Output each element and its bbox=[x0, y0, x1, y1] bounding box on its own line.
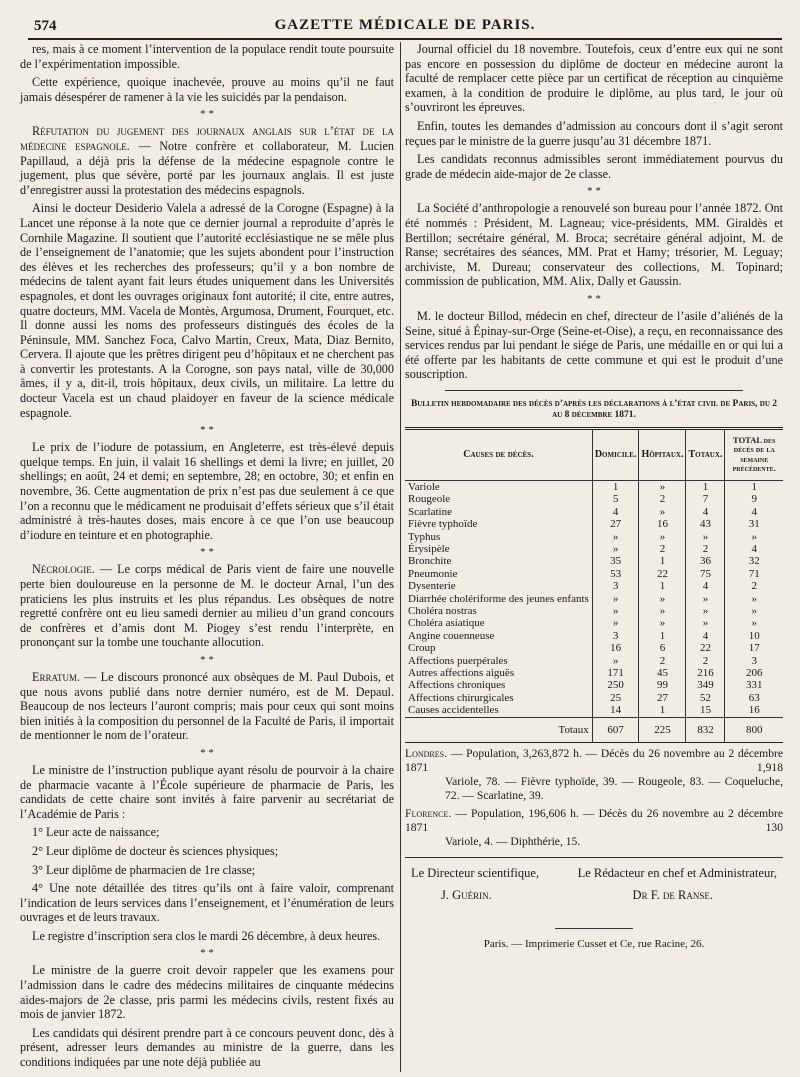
section-heading: Erratum. bbox=[32, 669, 80, 684]
city-name: Florence. bbox=[405, 807, 452, 820]
value-cell: 331 bbox=[725, 679, 783, 691]
stats-line: — Population, 196,606 h. — Décès du 26 novembre au 2 décembre 1871 bbox=[405, 807, 783, 834]
table-row bbox=[405, 692, 783, 704]
paragraph: Ainsi le docteur Desiderio Valela a adressé de la Corogne (Espagne) à la Lancet une réponse à la note que ce dernier journal a reproduite d’après le Cornhile Magazine. Il soutient que l’autorité ecclésiastique ne se mêle plus de l’enseignement de l’anatomie; que les sujets abondent pour l’instruction des élèves et les recherches des professeurs; qu’il y a bon nombre de médecins de talent ayant fait leurs études uniquement dans les Universités espagnoles, et dont les ouvrages originaux font autorité; il cite, entre autres, quatre docteurs, MM. Vacela de Montès, Argumosa, Drument, Fourquet, etc. Il donne aussi les noms des professeurs distingués des écoles de la Péninsule, MM. Sanchez Foca, Calvo Martin, Creux, Mata, Diaz Bernito, Cervera. Il ajoute que les prêtres dirigent peu d’hôpitaux et ne cherchent pas à convertir les protestants. A la Corogne, son pays natal, ville de 30,000 âmes, il y a, dit-il, trois hôpitaux, deux civils, un militaire. La lettre du docteur Vacela est un chaud plaidoyer en faveur de la science médicale espagnole. bbox=[20, 201, 394, 420]
paragraph-body: — Notre confrère et collaborateur, M. Lucien Papillaud, a déjà pris la défense de la médecine espagnole contre le jugement, plus que sévère, porté par les journaux anglais. Il est juste d’enregistrer aussi la protestation des médecins espagnols. bbox=[20, 138, 394, 197]
value-cell: 9 bbox=[725, 493, 783, 505]
value-cell: » bbox=[592, 655, 639, 667]
cause-cell: Choléra asiatique bbox=[408, 617, 485, 630]
page-header bbox=[28, 14, 782, 40]
value-cell: 2 bbox=[639, 493, 686, 505]
table-row bbox=[405, 580, 783, 592]
cause-cell: Causes accidentelles bbox=[408, 704, 499, 717]
paragraph-body: — Le discours prononcé aux obsèques de M. Paul Dubois, et que nous avons publié dans notre dernier numéro, est de M. Depaul. Beaucoup de nos lecteurs l’auront compris; mais pour ceux qui sont moins bien initiés à la composition du personnel de la Faculté de Paris, il importait de mentionner le nom de l’orateur. bbox=[20, 669, 394, 743]
value-cell: 36 bbox=[686, 555, 725, 567]
page-number: 574 bbox=[34, 18, 57, 34]
value-cell: 71 bbox=[725, 568, 783, 580]
section-separator: * * bbox=[200, 653, 214, 666]
value-cell: 206 bbox=[725, 667, 783, 679]
paragraph-necrologie bbox=[20, 562, 394, 650]
value-cell: 53 bbox=[592, 568, 639, 580]
paragraph: Les candidats qui désirent prendre part à ce concours peuvent donc, dès à présent, adresser leurs demandes au ministre de la guerre, dans les conditions indiquées par une note déjà publiée au bbox=[20, 1025, 394, 1070]
value-cell: 63 bbox=[725, 692, 783, 704]
value-cell: » bbox=[725, 617, 783, 629]
paragraph: Le registre d’inscription sera clos le mardi 26 décembre, à deux heures. bbox=[32, 928, 381, 943]
table-row bbox=[405, 531, 783, 543]
cause-cell: Fièvre typhoïde bbox=[408, 518, 478, 531]
cause-cell: Dysenterie bbox=[408, 580, 456, 593]
cause-cell: Croup bbox=[408, 642, 436, 655]
stats-details: Variole, 78. — Fièvre typhoïde, 39. — Rougeole, 83. — Coqueluche, 72. — Scarlatine, 39. bbox=[445, 775, 783, 802]
value-cell: 1 bbox=[639, 580, 686, 592]
value-cell: 32 bbox=[725, 555, 783, 567]
value-cell: 25 bbox=[592, 692, 639, 704]
value-cell: 349 bbox=[686, 679, 725, 691]
list-item: 1° Leur acte de naissance; bbox=[32, 825, 160, 840]
florence-stats bbox=[405, 807, 783, 849]
totals-row bbox=[405, 717, 783, 742]
cause-cell: Choléra nostras bbox=[408, 604, 477, 617]
column-header: TOTAL des décès de la semaine précédente. bbox=[725, 428, 783, 480]
table-row bbox=[405, 480, 783, 493]
section-heading: Nécrologie. bbox=[32, 562, 95, 577]
deaths-table bbox=[405, 427, 783, 743]
cause-cell: Angine couenneuse bbox=[408, 629, 495, 642]
stats-total: 1,918 bbox=[756, 761, 783, 774]
section-separator: * * bbox=[200, 424, 214, 437]
value-cell: 1 bbox=[725, 480, 783, 493]
value-cell: 22 bbox=[686, 642, 725, 654]
stats-total: 130 bbox=[765, 821, 783, 834]
total-cell: 800 bbox=[725, 717, 783, 742]
paragraph-guerre: Le ministre de la guerre croit devoir rappeler que les examens pour l’admission dans le cadre des médecins militaires de cinquante médecins aides-majors de 2e classe, pris parmi les médecins civils, restent fixés au mois de janvier 1872. bbox=[20, 963, 394, 1022]
table-row bbox=[405, 555, 783, 567]
value-cell: » bbox=[686, 605, 725, 617]
table-row bbox=[405, 543, 783, 555]
value-cell: 216 bbox=[686, 667, 725, 679]
director-name: J. Guérin. bbox=[441, 888, 492, 902]
stats-line: — Population, 3,263,872 h. — Décès du 26 novembre au 2 décembre 1871 bbox=[405, 747, 783, 774]
value-cell: » bbox=[725, 593, 783, 605]
value-cell: 22 bbox=[639, 568, 686, 580]
value-cell: » bbox=[639, 531, 686, 543]
value-cell: 1 bbox=[639, 630, 686, 642]
value-cell: 14 bbox=[592, 704, 639, 717]
value-cell: 171 bbox=[592, 667, 639, 679]
cause-cell: Affections chirurgicales bbox=[408, 691, 514, 704]
table-body bbox=[405, 480, 783, 742]
cause-cell: Scarlatine bbox=[408, 505, 452, 518]
section-separator: * * bbox=[200, 947, 214, 960]
value-cell: 27 bbox=[639, 692, 686, 704]
paragraph: Cette expérience, quoique inachevée, prouve au moins qu’il ne faut jamais désespérer de ramener à la vie les suicidés par la pendaison. bbox=[20, 75, 394, 104]
table-row bbox=[405, 642, 783, 654]
cause-cell: Diarrhée cholériforme des jeunes enfants bbox=[408, 592, 589, 605]
cause-cell: Pneumonie bbox=[408, 567, 458, 580]
table-row bbox=[405, 593, 783, 605]
value-cell: 250 bbox=[592, 679, 639, 691]
list-item: 4° Une note détaillée des titres qu’ils ont à faire valoir, comprenant l’indication de leurs services dans l’enseignement, et l’énumération de leurs ouvrages et de leurs travaux. bbox=[20, 881, 394, 925]
paragraph-erratum bbox=[20, 670, 394, 743]
london-stats bbox=[405, 747, 783, 803]
value-cell: 10 bbox=[725, 630, 783, 642]
table-row bbox=[405, 518, 783, 530]
value-cell: » bbox=[686, 593, 725, 605]
value-cell: 31 bbox=[725, 518, 783, 530]
editor-role: Le Rédacteur en chef et Administrateur, bbox=[577, 866, 777, 880]
divider-rule bbox=[555, 928, 633, 929]
value-cell: 1 bbox=[639, 555, 686, 567]
value-cell: 4 bbox=[686, 580, 725, 592]
table-row bbox=[405, 704, 783, 717]
value-cell: » bbox=[725, 531, 783, 543]
value-cell: 35 bbox=[592, 555, 639, 567]
value-cell: 2 bbox=[639, 543, 686, 555]
paragraph-body: — Le corps médical de Paris vient de faire une nouvelle perte bien douloureuse en la personne de M. le docteur Arnal, l’un des praticiens les plus instruits et les plus répandus. Les obsèques de notre regretté confrère ont eu lieu samedi dernier au milieu d’un grand concours de confrères et d’amis dont M. Piogey s’est rendu l’interprète, en prononçant sur la tombe une touchante allocution. bbox=[20, 562, 394, 650]
section-separator: * * bbox=[200, 746, 214, 759]
table-row bbox=[405, 605, 783, 617]
value-cell: » bbox=[592, 593, 639, 605]
section-separator: * * bbox=[587, 292, 601, 305]
paragraph: Journal officiel du 18 novembre. Toutefois, ceux d’entre eux qui ne sont pas encore en possession du diplôme de docteur en médecine auront la faculté de remplacer cette pièce par un certificat de réception au cinquième examen, à la condition de produire le diplôme, au plus tard, le jour où s’ouvriront les épreuves. bbox=[405, 42, 783, 115]
column-header: Totaux. bbox=[686, 428, 725, 480]
value-cell: 7 bbox=[686, 493, 725, 505]
column-header: Domicile. bbox=[592, 428, 639, 480]
value-cell: 16 bbox=[639, 518, 686, 530]
value-cell: 45 bbox=[639, 667, 686, 679]
journal-title: GAZETTE MÉDICALE DE PARIS. bbox=[274, 17, 536, 33]
value-cell: 4 bbox=[686, 506, 725, 518]
value-cell: » bbox=[592, 617, 639, 629]
value-cell: » bbox=[639, 605, 686, 617]
section-separator: * * bbox=[587, 185, 601, 198]
divider-rule bbox=[445, 390, 743, 391]
value-cell: » bbox=[592, 543, 639, 555]
cause-cell: Bronchite bbox=[408, 555, 452, 568]
editor-name: Dr F. de Ranse. bbox=[632, 888, 713, 902]
table-row bbox=[405, 493, 783, 505]
paragraph: res, mais à ce moment l’intervention de la populace rendit toute poursuite de l’expérimentation impossible. bbox=[20, 42, 394, 71]
value-cell: » bbox=[725, 605, 783, 617]
table-row bbox=[405, 667, 783, 679]
value-cell: 5 bbox=[592, 493, 639, 505]
table-header-row bbox=[405, 428, 783, 480]
value-cell: 4 bbox=[686, 630, 725, 642]
cause-cell: Typhus bbox=[408, 530, 441, 543]
value-cell: 3 bbox=[592, 580, 639, 592]
paragraph-pharmacie: Le ministre de l’instruction publique ayant résolu de pourvoir à la chaire de pharmacie vacante à l’École supérieure de pharmacie de Paris, les candidats de cette chaire sont invités à faire parvenir au secrétariat de l’Académie de Paris : bbox=[20, 762, 394, 821]
value-cell: » bbox=[592, 531, 639, 543]
divider-rule bbox=[405, 857, 783, 858]
value-cell: 52 bbox=[686, 692, 725, 704]
paragraph-spanish-medicine bbox=[20, 124, 394, 197]
value-cell: 1 bbox=[686, 480, 725, 493]
list-item: 3° Leur diplôme de pharmacien de 1re classe; bbox=[32, 862, 256, 877]
value-cell: 2 bbox=[639, 655, 686, 667]
table-row bbox=[405, 568, 783, 580]
value-cell: » bbox=[592, 605, 639, 617]
value-cell: 6 bbox=[639, 642, 686, 654]
total-cell: 832 bbox=[686, 717, 725, 742]
value-cell: 99 bbox=[639, 679, 686, 691]
value-cell: 16 bbox=[725, 704, 783, 717]
column-divider bbox=[400, 42, 401, 1072]
total-cell: 225 bbox=[639, 717, 686, 742]
value-cell: » bbox=[639, 593, 686, 605]
value-cell: 3 bbox=[725, 655, 783, 667]
signature-block bbox=[405, 866, 783, 920]
value-cell: 1 bbox=[639, 704, 686, 717]
bulletin-title: Bulletin hebdomadaire des décès d’après les déclarations à l’état civil de Paris, du 2 au 8 décembre 1871. bbox=[410, 398, 778, 420]
column-header: Causes de décès. bbox=[405, 428, 592, 480]
value-cell: 2 bbox=[686, 543, 725, 555]
value-cell: 4 bbox=[725, 506, 783, 518]
paragraph-anthropologie: La Société d’anthropologie a renouvelé son bureau pour l’année 1872. Ont été nommés : Président, M. Lagneau; vice-présidents, MM. Giraldès et Bertillon; secrétaire général, M. Broca; secrétaire général adjoint, M. de Ranse; secrétaires des séances, MM. Prat et Hamy; trésorier, M. Leguay; archiviste, M. Dureau; conservateur des collections, M. Topinard; commission de publication, MM. Alix, Dally et Gaussin. bbox=[405, 201, 783, 289]
value-cell: » bbox=[686, 531, 725, 543]
cause-cell: Variole bbox=[408, 480, 440, 493]
cause-cell: Affections puerpérales bbox=[408, 654, 508, 667]
value-cell: 27 bbox=[592, 518, 639, 530]
right-column bbox=[405, 42, 783, 952]
value-cell: 3 bbox=[592, 630, 639, 642]
value-cell: 75 bbox=[686, 568, 725, 580]
cause-cell: Rougeole bbox=[408, 493, 451, 506]
value-cell: 1 bbox=[592, 480, 639, 493]
totals-label: Totaux bbox=[405, 717, 592, 742]
list-item: 2° Leur diplôme de docteur ès sciences physiques; bbox=[32, 843, 279, 858]
value-cell: » bbox=[639, 617, 686, 629]
paragraph: Enfin, toutes les demandes d’admission au concours dont il s’agit seront reçues par le ministre de la guerre jusqu’au 31 décembre 1871. bbox=[405, 118, 783, 148]
table-row bbox=[405, 506, 783, 518]
value-cell: 2 bbox=[725, 580, 783, 592]
value-cell: 4 bbox=[725, 543, 783, 555]
left-column bbox=[20, 42, 394, 1074]
value-cell: 2 bbox=[686, 655, 725, 667]
total-cell: 607 bbox=[592, 717, 639, 742]
stats-details: Variole, 4. — Diphthérie, 15. bbox=[445, 835, 581, 848]
paragraph: Les candidats reconnus admissibles seront immédiatement pourvus du grade de médecin aide-major de 2e classe. bbox=[405, 152, 783, 181]
imprint: Paris. — Imprimerie Cusset et Ce, rue Racine, 26. bbox=[483, 938, 705, 950]
value-cell: 4 bbox=[592, 506, 639, 518]
value-cell: » bbox=[639, 480, 686, 493]
paragraph-iodure: Le prix de l’iodure de potassium, en Angleterre, est très-élevé depuis quelque temps. En juin, il valait 16 shellings et demi la livre; en juillet, 20 shellings; en août, 24 et demi; en septembre, 28; en octobre, 30; et enfin en novembre, 36. Cette augmentation de prix n’est pas due seulement à ce que l’on a reconnu que le médicament ne produisait d’effets sérieux que s’il était administré à très-hautes doses, mais encore à ce que l’on use beaucoup d’iodure en teinture et en photographie. bbox=[20, 440, 394, 542]
cause-cell: Autres affections aiguës bbox=[408, 666, 515, 679]
paragraph-billod: M. le docteur Billod, médecin en chef, directeur de l’asile d’aliénés de la Seine, situé à Épinay-sur-Orge (Seine-et-Oise), a reçu, en reconnaissance des services rendus par lui pendant le siége de Paris, une médaille en or qui lui a été offerte par les habitants de cette commune et qui est le produit d’une souscription. bbox=[405, 308, 783, 382]
value-cell: » bbox=[686, 617, 725, 629]
city-name: Londres. bbox=[405, 747, 447, 760]
table-row bbox=[405, 655, 783, 667]
value-cell: 17 bbox=[725, 642, 783, 654]
value-cell: » bbox=[639, 506, 686, 518]
director-role: Le Directeur scientifique, bbox=[411, 866, 540, 880]
table-row bbox=[405, 630, 783, 642]
value-cell: 43 bbox=[686, 518, 725, 530]
cause-cell: Affections chroniques bbox=[408, 679, 506, 692]
section-separator: * * bbox=[200, 108, 214, 121]
table-row bbox=[405, 679, 783, 691]
value-cell: 16 bbox=[592, 642, 639, 654]
column-header: Hôpitaux. bbox=[639, 428, 686, 480]
table-row bbox=[405, 617, 783, 629]
section-heading: Réfutation du jugement des journaux anglais sur l’état de la médecine espagnole. bbox=[20, 124, 394, 153]
cause-cell: Érysipèle bbox=[408, 542, 450, 555]
value-cell: 15 bbox=[686, 704, 725, 717]
section-separator: * * bbox=[200, 546, 214, 559]
